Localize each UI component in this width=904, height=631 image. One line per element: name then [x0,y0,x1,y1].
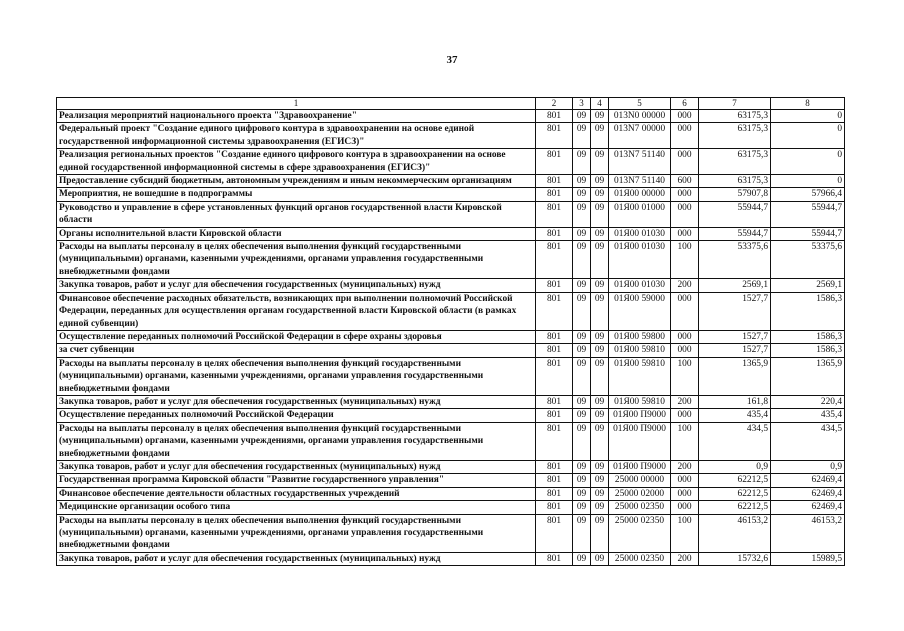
table-row [57,474,845,487]
table-row [57,422,845,460]
row-ministry-code-cell: 801 [536,344,573,357]
row-name-cell: Расходы на выплаты персоналу в целях обеспечения выполнения функций государственными (муниципальными) органами, казенными учреждениями, органами управления государственными внебюджетными фондами [57,241,536,279]
row-ministry-code-cell: 801 [536,422,573,460]
table-row [57,201,845,227]
row-target-article-cell: 01Я00 П9000 [609,409,671,422]
row-target-article-cell: 01Я00 59810 [609,357,671,395]
row-name-cell: за счет субвенции [57,344,536,357]
row-ministry-code-cell: 801 [536,474,573,487]
header-col-7: 7 [699,98,771,110]
row-amount-col7-cell: 1527,7 [699,330,771,343]
row-name-cell: Расходы на выплаты персоналу в целях обеспечения выполнения функций государственными (муниципальными) органами, казенными учреждениями, органами управления государственными внебюджетными фондами [57,357,536,395]
row-section-cell: 09 [573,149,591,175]
row-target-article-cell: 01Я00 59000 [609,292,671,330]
table-row [57,357,845,395]
row-subsection-cell: 09 [591,357,609,395]
row-target-article-cell: 01Я00 01000 [609,201,671,227]
row-target-article-cell: 01Я00 00000 [609,188,671,201]
row-subsection-cell: 09 [591,395,609,408]
row-expense-type-cell: 000 [671,201,699,227]
row-amount-col8-cell: 53375,6 [771,241,845,279]
table-row [57,395,845,408]
row-section-cell: 09 [573,460,591,473]
row-amount-col7-cell: 63175,3 [699,123,771,149]
row-section-cell: 09 [573,422,591,460]
row-subsection-cell: 09 [591,474,609,487]
row-section-cell: 09 [573,357,591,395]
row-expense-type-cell: 100 [671,357,699,395]
row-ministry-code-cell: 801 [536,241,573,279]
row-ministry-code-cell: 801 [536,514,573,552]
row-amount-col8-cell: 62469,4 [771,487,845,500]
table-row [57,487,845,500]
row-amount-col7-cell: 55944,7 [699,227,771,240]
row-subsection-cell: 09 [591,241,609,279]
row-name-cell: Закупка товаров, работ и услуг для обеспечения государственных (муниципальных) нужд [57,460,536,473]
row-subsection-cell: 09 [591,422,609,460]
row-target-article-cell: 01Я00 П9000 [609,460,671,473]
row-section-cell: 09 [573,201,591,227]
row-expense-type-cell: 100 [671,514,699,552]
row-target-article-cell: 25000 02350 [609,514,671,552]
row-target-article-cell: 013N7 00000 [609,123,671,149]
row-ministry-code-cell: 801 [536,201,573,227]
row-amount-col7-cell: 1527,7 [699,344,771,357]
row-section-cell: 09 [573,279,591,292]
header-col-1: 1 [57,98,536,110]
row-subsection-cell: 09 [591,330,609,343]
row-target-article-cell: 01Я00 01030 [609,227,671,240]
row-ministry-code-cell: 801 [536,357,573,395]
row-ministry-code-cell: 801 [536,460,573,473]
row-amount-col7-cell: 63175,3 [699,149,771,175]
row-section-cell: 09 [573,474,591,487]
row-target-article-cell: 01Я00 01030 [609,279,671,292]
table-row [57,123,845,149]
row-section-cell: 09 [573,241,591,279]
row-section-cell: 09 [573,552,591,565]
row-amount-col8-cell: 435,4 [771,409,845,422]
row-amount-col7-cell: 434,5 [699,422,771,460]
row-ministry-code-cell: 801 [536,279,573,292]
row-name-cell: Финансовое обеспечение расходных обязательств, возникающих при выполнении полномочий Российской Федерации, переданных для осуществления органам государственной власти Кировской области (в рамках единой субвенции) [57,292,536,330]
row-name-cell: Мероприятия, не вошедшие в подпрограммы [57,188,536,201]
row-expense-type-cell: 200 [671,552,699,565]
table-row [57,514,845,552]
row-target-article-cell: 013N0 00000 [609,110,671,123]
row-expense-type-cell: 000 [671,330,699,343]
header-col-2: 2 [536,98,573,110]
row-ministry-code-cell: 801 [536,123,573,149]
row-amount-col8-cell: 57966,4 [771,188,845,201]
row-amount-col7-cell: 53375,6 [699,241,771,279]
row-subsection-cell: 09 [591,175,609,188]
row-amount-col7-cell: 435,4 [699,409,771,422]
table-row [57,501,845,514]
row-target-article-cell: 01Я00 01030 [609,241,671,279]
table-body [57,110,845,566]
table-row [57,227,845,240]
table-row [57,330,845,343]
row-amount-col8-cell: 2569,1 [771,279,845,292]
table-row [57,460,845,473]
row-name-cell: Закупка товаров, работ и услуг для обеспечения государственных (муниципальных) нужд [57,395,536,408]
row-expense-type-cell: 000 [671,409,699,422]
row-amount-col7-cell: 46153,2 [699,514,771,552]
row-section-cell: 09 [573,330,591,343]
row-subsection-cell: 09 [591,279,609,292]
row-target-article-cell: 01Я00 П9000 [609,422,671,460]
row-subsection-cell: 09 [591,292,609,330]
row-subsection-cell: 09 [591,110,609,123]
row-section-cell: 09 [573,514,591,552]
row-target-article-cell: 013N7 51140 [609,175,671,188]
row-ministry-code-cell: 801 [536,395,573,408]
row-amount-col7-cell: 2569,1 [699,279,771,292]
row-amount-col8-cell: 0,9 [771,460,845,473]
row-subsection-cell: 09 [591,409,609,422]
row-ministry-code-cell: 801 [536,409,573,422]
row-subsection-cell: 09 [591,514,609,552]
row-name-cell: Осуществление переданных полномочий Российской Федерации [57,409,536,422]
row-expense-type-cell: 000 [671,501,699,514]
row-amount-col8-cell: 55944,7 [771,227,845,240]
row-amount-col7-cell: 1365,9 [699,357,771,395]
row-section-cell: 09 [573,395,591,408]
row-name-cell: Осуществление переданных полномочий Российской Федерации в сфере охраны здоровья [57,330,536,343]
row-amount-col7-cell: 57907,8 [699,188,771,201]
row-name-cell: Государственная программа Кировской области "Развитие государственного управления" [57,474,536,487]
row-name-cell: Органы исполнительной власти Кировской области [57,227,536,240]
row-expense-type-cell: 100 [671,241,699,279]
table-row [57,149,845,175]
row-subsection-cell: 09 [591,501,609,514]
row-amount-col7-cell: 15732,6 [699,552,771,565]
row-section-cell: 09 [573,409,591,422]
row-section-cell: 09 [573,344,591,357]
table-row [57,241,845,279]
row-amount-col8-cell: 0 [771,123,845,149]
row-subsection-cell: 09 [591,201,609,227]
row-name-cell: Федеральный проект "Создание единого цифрового контура в здравоохранении на основе единой государственной информационной системы здравоохранения (ЕГИСЗ)" [57,123,536,149]
row-expense-type-cell: 000 [671,123,699,149]
row-section-cell: 09 [573,188,591,201]
row-subsection-cell: 09 [591,344,609,357]
table-header [57,98,845,110]
row-target-article-cell: 25000 02000 [609,487,671,500]
row-section-cell: 09 [573,123,591,149]
table-row [57,110,845,123]
row-section-cell: 09 [573,487,591,500]
row-amount-col8-cell: 62469,4 [771,501,845,514]
row-amount-col8-cell: 1365,9 [771,357,845,395]
row-ministry-code-cell: 801 [536,110,573,123]
row-expense-type-cell: 100 [671,422,699,460]
row-amount-col7-cell: 62212,5 [699,501,771,514]
row-amount-col7-cell: 55944,7 [699,201,771,227]
row-expense-type-cell: 000 [671,227,699,240]
row-ministry-code-cell: 801 [536,175,573,188]
row-name-cell: Реализация региональных проектов "Создание единого цифрового контура в здравоохранении на основе единой государственной информационной системы в сфере здравоохранения (ЕГИСЗ)" [57,149,536,175]
row-name-cell: Предоставление субсидий бюджетным, автономным учреждениям и иным некоммерческим организациям [57,175,536,188]
row-amount-col8-cell: 55944,7 [771,201,845,227]
budget-table [56,97,845,566]
table-row [57,175,845,188]
row-target-article-cell: 25000 02350 [609,501,671,514]
row-expense-type-cell: 000 [671,474,699,487]
row-amount-col7-cell: 0,9 [699,460,771,473]
table-row [57,292,845,330]
row-amount-col8-cell: 434,5 [771,422,845,460]
row-section-cell: 09 [573,175,591,188]
row-subsection-cell: 09 [591,487,609,500]
row-subsection-cell: 09 [591,460,609,473]
row-name-cell: Расходы на выплаты персоналу в целях обеспечения выполнения функций государственными (муниципальными) органами, казенными учреждениями, органами управления государственными внебюджетными фондами [57,514,536,552]
row-ministry-code-cell: 801 [536,487,573,500]
row-amount-col8-cell: 1586,3 [771,292,845,330]
row-amount-col7-cell: 63175,3 [699,110,771,123]
row-name-cell: Финансовое обеспечение деятельности областных государственных учреждений [57,487,536,500]
row-amount-col8-cell: 46153,2 [771,514,845,552]
row-name-cell: Реализация мероприятий национального проекта "Здравоохранение" [57,110,536,123]
row-amount-col8-cell: 62469,4 [771,474,845,487]
table-row [57,552,845,565]
row-ministry-code-cell: 801 [536,552,573,565]
row-amount-col7-cell: 62212,5 [699,474,771,487]
page-number: 37 [446,54,458,66]
row-amount-col8-cell: 1586,3 [771,330,845,343]
row-amount-col7-cell: 1527,7 [699,292,771,330]
row-ministry-code-cell: 801 [536,501,573,514]
row-name-cell: Закупка товаров, работ и услуг для обеспечения государственных (муниципальных) нужд [57,279,536,292]
row-subsection-cell: 09 [591,552,609,565]
row-target-article-cell: 01Я00 59810 [609,344,671,357]
table-row [57,188,845,201]
row-subsection-cell: 09 [591,149,609,175]
row-subsection-cell: 09 [591,188,609,201]
row-ministry-code-cell: 801 [536,227,573,240]
header-col-8: 8 [771,98,845,110]
row-expense-type-cell: 200 [671,279,699,292]
row-subsection-cell: 09 [591,227,609,240]
row-amount-col8-cell: 220,4 [771,395,845,408]
row-amount-col8-cell: 15989,5 [771,552,845,565]
row-subsection-cell: 09 [591,123,609,149]
row-amount-col8-cell: 1586,3 [771,344,845,357]
row-amount-col7-cell: 161,8 [699,395,771,408]
row-name-cell: Руководство и управление в сфере установленных функций органов государственной власти Кировской области [57,201,536,227]
header-col-4: 4 [591,98,609,110]
row-expense-type-cell: 000 [671,149,699,175]
row-expense-type-cell: 600 [671,175,699,188]
header-col-3: 3 [573,98,591,110]
row-section-cell: 09 [573,292,591,330]
row-target-article-cell: 01Я00 59800 [609,330,671,343]
row-expense-type-cell: 200 [671,395,699,408]
row-expense-type-cell: 000 [671,292,699,330]
row-section-cell: 09 [573,227,591,240]
row-target-article-cell: 013N7 51140 [609,149,671,175]
row-target-article-cell: 25000 00000 [609,474,671,487]
row-section-cell: 09 [573,110,591,123]
table-row [57,279,845,292]
header-col-6: 6 [671,98,699,110]
table-row [57,344,845,357]
row-ministry-code-cell: 801 [536,188,573,201]
row-amount-col7-cell: 62212,5 [699,487,771,500]
row-ministry-code-cell: 801 [536,292,573,330]
row-amount-col8-cell: 0 [771,175,845,188]
row-name-cell: Расходы на выплаты персоналу в целях обеспечения выполнения функций государственными (муниципальными) органами, казенными учреждениями, органами управления государственными внебюджетными фондами [57,422,536,460]
header-row [57,98,845,110]
header-col-5: 5 [609,98,671,110]
row-ministry-code-cell: 801 [536,330,573,343]
row-name-cell: Медицинские организации особого типа [57,501,536,514]
row-ministry-code-cell: 801 [536,149,573,175]
row-expense-type-cell: 200 [671,460,699,473]
row-target-article-cell: 01Я00 59810 [609,395,671,408]
row-expense-type-cell: 000 [671,487,699,500]
row-name-cell: Закупка товаров, работ и услуг для обеспечения государственных (муниципальных) нужд [57,552,536,565]
row-amount-col8-cell: 0 [771,149,845,175]
row-amount-col8-cell: 0 [771,110,845,123]
row-section-cell: 09 [573,501,591,514]
row-expense-type-cell: 000 [671,110,699,123]
row-expense-type-cell: 000 [671,344,699,357]
row-target-article-cell: 25000 02350 [609,552,671,565]
table-row [57,409,845,422]
row-amount-col7-cell: 63175,3 [699,175,771,188]
row-expense-type-cell: 000 [671,188,699,201]
